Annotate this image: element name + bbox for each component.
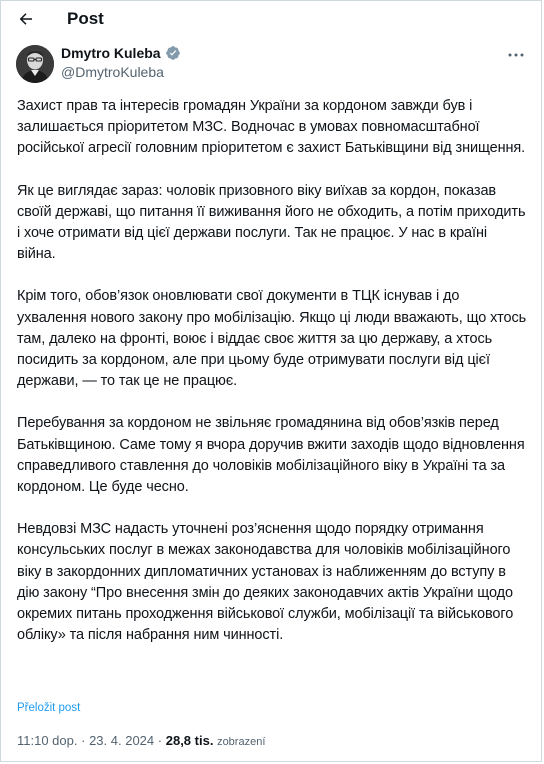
back-button[interactable]: [13, 6, 39, 32]
more-options-button[interactable]: [505, 47, 527, 63]
more-horizontal-icon: [508, 53, 524, 57]
avatar[interactable]: [16, 45, 54, 83]
verified-badge-icon: [165, 45, 181, 61]
views-count: 28,8 tis.: [165, 733, 214, 748]
post-time[interactable]: 11:10 dop.: [17, 733, 78, 748]
post-paragraph: Як це виглядає зараз: чоловік призовного віку виїхав за кордон, показав своїй державі, що питання її виживання його не обходить, а потім приходить і хоче отримати від цієї держави послуги. Так не працює. У нас в країні війна.: [17, 182, 526, 263]
translate-post-link[interactable]: Přeložit post: [17, 702, 81, 714]
meta-separator: ·: [81, 733, 86, 748]
post-text: [17, 96, 527, 646]
top-bar: [1, 1, 543, 37]
avatar-image: [16, 45, 54, 83]
post-date[interactable]: 23. 4. 2024: [89, 733, 155, 748]
views-label: zobrazení: [217, 736, 266, 748]
author-handle[interactable]: @DmytroKuleba: [61, 64, 164, 80]
post-paragraph: Невдовзі МЗС надасть уточнені роз’яснення щодо порядку отримання консульських послуг в межах законодавства для чоловіків мобілізаційного віку в закордонних дипломатичних установах із наближенням до вступу в дію закону “Про внесення змін до деяких законодавчих актів України щодо окремих питань проходження військової служби, мобілізації та військового обліку» та після набрання ним чинності.: [17, 521, 514, 644]
page-title: Post: [67, 9, 104, 28]
post-paragraph: Перебування за кордоном не звільняє громадянина від обов’язків перед Батьківщиною. Саме тому я вчора доручив вжити заходів щодо відновлення справедливого ставлення до чоловіків мобілізаційного віку в Україні та за кордоном. Це буде чесно.: [17, 415, 525, 496]
author-name[interactable]: Dmytro Kuleba: [61, 45, 161, 61]
post-paragraph: Крім того, обов’язок оновлювати свої документи в ТЦК існував і до ухвалення нового закону про мобілізацію. Якщо ці люди вважають, що хтось там, далеко на фронті, воює і віддає своє життя за цю державу, а хтось посидить за кордоном, але при цьому буде отримувати послуги від цієї держави, — то так це не працює.: [17, 288, 527, 390]
post-meta: [17, 732, 265, 751]
post-paragraph: Захист прав та інтересів громадян України за кордоном завжди був і залишається пріоритетом МЗС. Водночас в умовах повномасштабної російської агресії головним пріоритетом є захист Батьківщини від знищення.: [17, 98, 526, 157]
author-name-row: [61, 44, 181, 62]
arrow-left-icon: [17, 10, 35, 28]
meta-separator: ·: [157, 733, 163, 748]
